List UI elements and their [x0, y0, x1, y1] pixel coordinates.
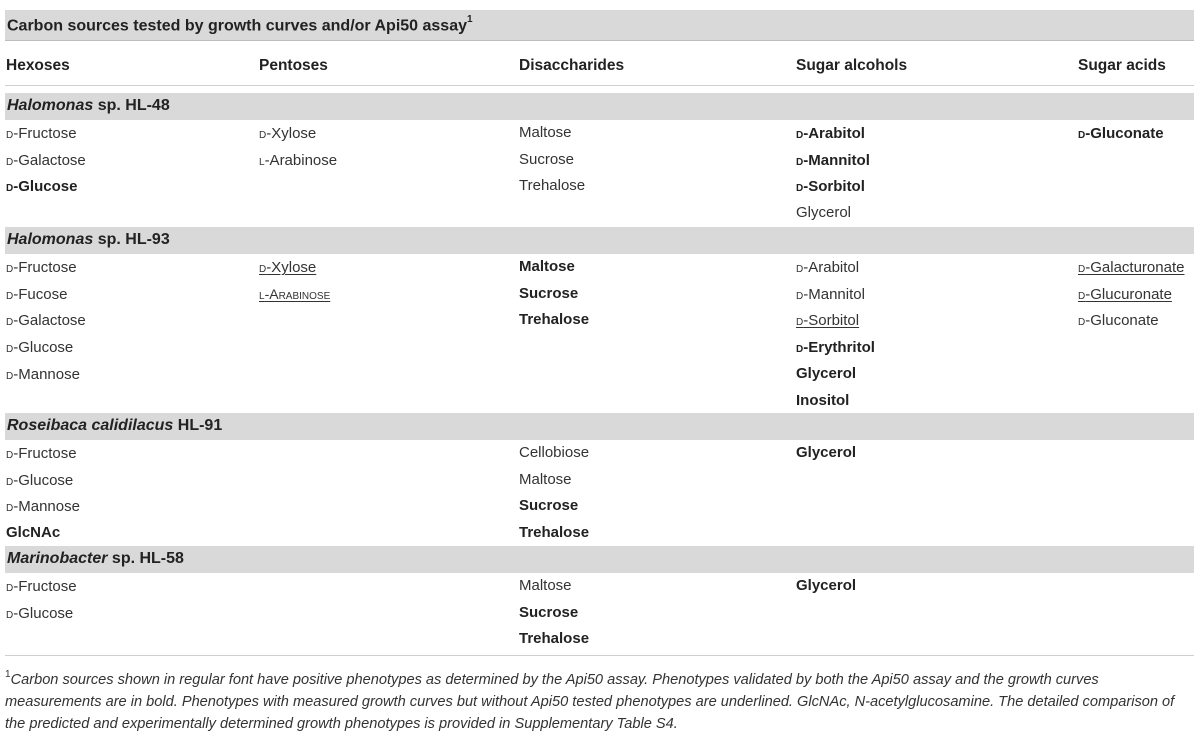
carbon-source-cell	[796, 204, 851, 222]
carbon-source-cell	[796, 338, 875, 357]
carbon-source-cell	[6, 365, 80, 384]
compound-name: -Arabitol	[803, 125, 865, 142]
stereo-prefix: d	[6, 578, 14, 594]
footnote-text: Carbon sources shown in regular font have positive phenotypes as determined by the Api50 assay. Phenotypes validated by both the Api50 assay and the growth curves measurements are in bold. Phenotypes with measured growth curves but without Api50 tested phenotypes are underlined. GlcNAc, N-acetylglucosamine. The detailed comparison of the predicted and experimentally determined growth phenotypes is provided in Supplementary Table S4.	[5, 671, 1175, 732]
carbon-source-cell	[796, 285, 865, 304]
carbon-source-cell	[6, 444, 77, 463]
table-bottom-rule	[5, 655, 1194, 656]
carbon-source-cell	[519, 630, 589, 648]
carbon-source-cell	[519, 151, 574, 169]
carbon-source-cell	[259, 151, 337, 170]
carbon-source-cell	[519, 124, 572, 142]
group-header	[5, 413, 1194, 440]
compound-name: -Fructose	[13, 445, 77, 462]
carbon-source-cell	[6, 524, 60, 542]
carbon-source-cell	[1078, 311, 1159, 330]
column-header-pentoses: Pentoses	[259, 57, 328, 74]
stereo-prefix: d	[6, 151, 14, 168]
carbon-source-cell	[6, 311, 86, 330]
group-title	[7, 417, 222, 435]
carbon-source-cell	[519, 311, 589, 329]
compound-name: -Sorbitol	[803, 178, 865, 196]
compound-name: Trehalose	[519, 177, 586, 195]
compound-name: -Fructose	[13, 578, 77, 595]
compound-name: -Erythritol	[803, 339, 875, 357]
compound-name: Glycerol	[796, 577, 857, 594]
carbon-source-cell	[519, 524, 589, 542]
stereo-prefix: d	[796, 312, 804, 329]
compound-name: Maltose	[519, 124, 572, 141]
stereo-prefix: d	[796, 285, 804, 302]
compound-name: Maltose	[519, 470, 572, 488]
column-header-sugar-acids: Sugar acids	[1078, 57, 1166, 74]
carbon-source-cell	[796, 392, 849, 410]
compound-name: -Mannose	[13, 365, 80, 383]
carbon-source-cell	[1078, 258, 1184, 277]
carbon-source-cell	[6, 471, 73, 490]
compound-name: -Mannitol	[803, 151, 870, 169]
group-title	[7, 231, 170, 249]
compound-name: -Arabinose	[264, 151, 338, 169]
carbon-source-cell	[6, 258, 77, 277]
carbon-source-cell	[259, 285, 330, 304]
carbon-source-cell	[6, 577, 77, 596]
compound-name: Trehalose	[519, 630, 590, 648]
stereo-prefix: d	[1078, 312, 1086, 329]
carbon-source-cell	[519, 471, 572, 489]
compound-name: -Glucuronate	[1085, 285, 1172, 303]
group-title	[7, 97, 170, 115]
group-genus: Halomonas	[7, 231, 94, 248]
stereo-prefix: d	[1078, 125, 1086, 141]
group-title	[7, 550, 184, 568]
compound-name: Sucrose	[519, 150, 575, 168]
carbon-source-cell	[519, 285, 578, 303]
compound-name: -Sorbitol	[803, 312, 860, 330]
stereo-prefix: d	[6, 498, 14, 515]
column-header-sugar-alcohols: Sugar alcohols	[796, 57, 908, 74]
compound-name: -Glucose	[13, 471, 74, 489]
carbon-source-cell	[796, 258, 859, 277]
carbon-source-cell	[6, 604, 73, 623]
stereo-prefix: d	[1078, 285, 1086, 302]
footnote-marker: 1	[5, 669, 11, 680]
compound-name: Inositol	[796, 391, 850, 409]
carbon-source-cell	[796, 124, 865, 143]
carbon-source-cell	[796, 577, 856, 595]
carbon-source-cell	[259, 124, 316, 143]
stereo-prefix: d	[6, 471, 14, 488]
stereo-prefix: d	[6, 312, 14, 329]
group-header	[5, 227, 1194, 254]
compound-name: -Galacturonate	[1085, 259, 1185, 276]
stereo-prefix: l	[259, 151, 265, 168]
stereo-prefix: d	[6, 339, 14, 356]
stereo-prefix: d	[6, 259, 14, 275]
stereo-prefix: d	[6, 178, 14, 195]
header-rule	[5, 85, 1194, 86]
stereo-prefix: d	[6, 445, 14, 461]
compound-name: -Galactose	[13, 312, 86, 330]
compound-name: -Glucose	[13, 604, 74, 622]
compound-name: -Fucose	[13, 285, 68, 303]
compound-name: Sucrose	[519, 603, 579, 621]
carbon-source-cell	[6, 338, 73, 357]
compound-name: -Fructose	[13, 259, 77, 276]
carbon-source-cell	[6, 177, 77, 196]
group-strain: sp. HL-48	[93, 97, 170, 114]
compound-name: GlcNAc	[6, 524, 61, 542]
carbon-source-cell	[796, 365, 856, 383]
stereo-prefix: d	[1078, 259, 1086, 275]
carbon-source-cell	[6, 497, 80, 516]
carbon-source-cell	[519, 604, 578, 622]
carbon-source-cell	[519, 444, 589, 462]
carbon-source-cell	[1078, 285, 1172, 304]
compound-name: -Xylose	[266, 125, 317, 142]
group-genus: Marinobacter	[7, 550, 108, 567]
compound-name: -Fructose	[13, 125, 77, 142]
compound-name: -Arabinose	[264, 285, 331, 302]
group-strain: sp. HL-93	[93, 231, 170, 248]
group-genus: Halomonas	[7, 97, 94, 114]
carbon-source-cell	[519, 577, 572, 595]
stereo-prefix: d	[796, 151, 804, 168]
compound-name: Maltose	[519, 577, 572, 594]
stereo-prefix: d	[796, 125, 804, 141]
carbon-source-cell	[796, 444, 856, 462]
column-header-disaccharides: Disaccharides	[519, 57, 625, 74]
table-footnote	[5, 665, 1194, 735]
compound-name: -Arabitol	[803, 259, 860, 276]
stereo-prefix: d	[6, 125, 14, 141]
compound-name: Cellobiose	[519, 444, 590, 461]
carbon-source-cell	[6, 124, 77, 143]
group-strain: HL-91	[173, 417, 223, 434]
carbon-source-cell	[1078, 124, 1164, 143]
caption-text: Carbon sources tested by growth curves and/or Api50 assay	[7, 17, 467, 35]
compound-name: -Gluconate	[1085, 125, 1164, 142]
compound-name: Sucrose	[519, 497, 579, 515]
stereo-prefix: d	[796, 339, 804, 356]
stereo-prefix: l	[259, 285, 265, 302]
compound-name: Glycerol	[796, 444, 857, 461]
carbon-source-cell	[6, 151, 86, 170]
carbon-source-cell	[796, 151, 870, 170]
carbon-source-cell	[6, 285, 67, 304]
carbon-source-cell	[259, 258, 316, 277]
column-header-hexoses: Hexoses	[6, 57, 70, 74]
compound-name: -Xylose	[266, 259, 317, 276]
carbon-source-cell	[519, 497, 578, 515]
group-header	[5, 546, 1194, 573]
group-strain: sp. HL-58	[107, 550, 184, 567]
compound-name: -Mannose	[13, 498, 80, 516]
compound-name: Trehalose	[519, 524, 590, 542]
stereo-prefix: d	[6, 285, 14, 302]
caption-footnote-marker: 1	[467, 14, 473, 25]
compound-name: -Gluconate	[1085, 312, 1159, 330]
compound-name: -Mannitol	[803, 285, 865, 303]
stereo-prefix: d	[6, 604, 14, 621]
carbon-source-cell	[519, 258, 575, 276]
group-header	[5, 93, 1194, 120]
compound-name: Sucrose	[519, 284, 579, 302]
compound-name: Trehalose	[519, 311, 590, 329]
compound-name: -Galactose	[13, 151, 86, 169]
stereo-prefix: d	[796, 178, 804, 195]
table-caption	[5, 10, 1194, 41]
group-genus: Roseibaca calidilacus	[7, 417, 174, 434]
compound-name: -Glucose	[13, 178, 78, 196]
compound-name: Glycerol	[796, 204, 852, 222]
compound-name: Maltose	[519, 258, 575, 275]
stereo-prefix: d	[259, 259, 267, 275]
stereo-prefix: d	[6, 365, 14, 382]
carbon-source-cell	[796, 177, 865, 196]
stereo-prefix: d	[259, 125, 267, 141]
compound-name: Glycerol	[796, 364, 857, 382]
compound-name: -Glucose	[13, 339, 74, 357]
carbon-source-cell	[519, 177, 585, 195]
carbon-source-cell	[796, 311, 859, 330]
stereo-prefix: d	[796, 259, 804, 275]
